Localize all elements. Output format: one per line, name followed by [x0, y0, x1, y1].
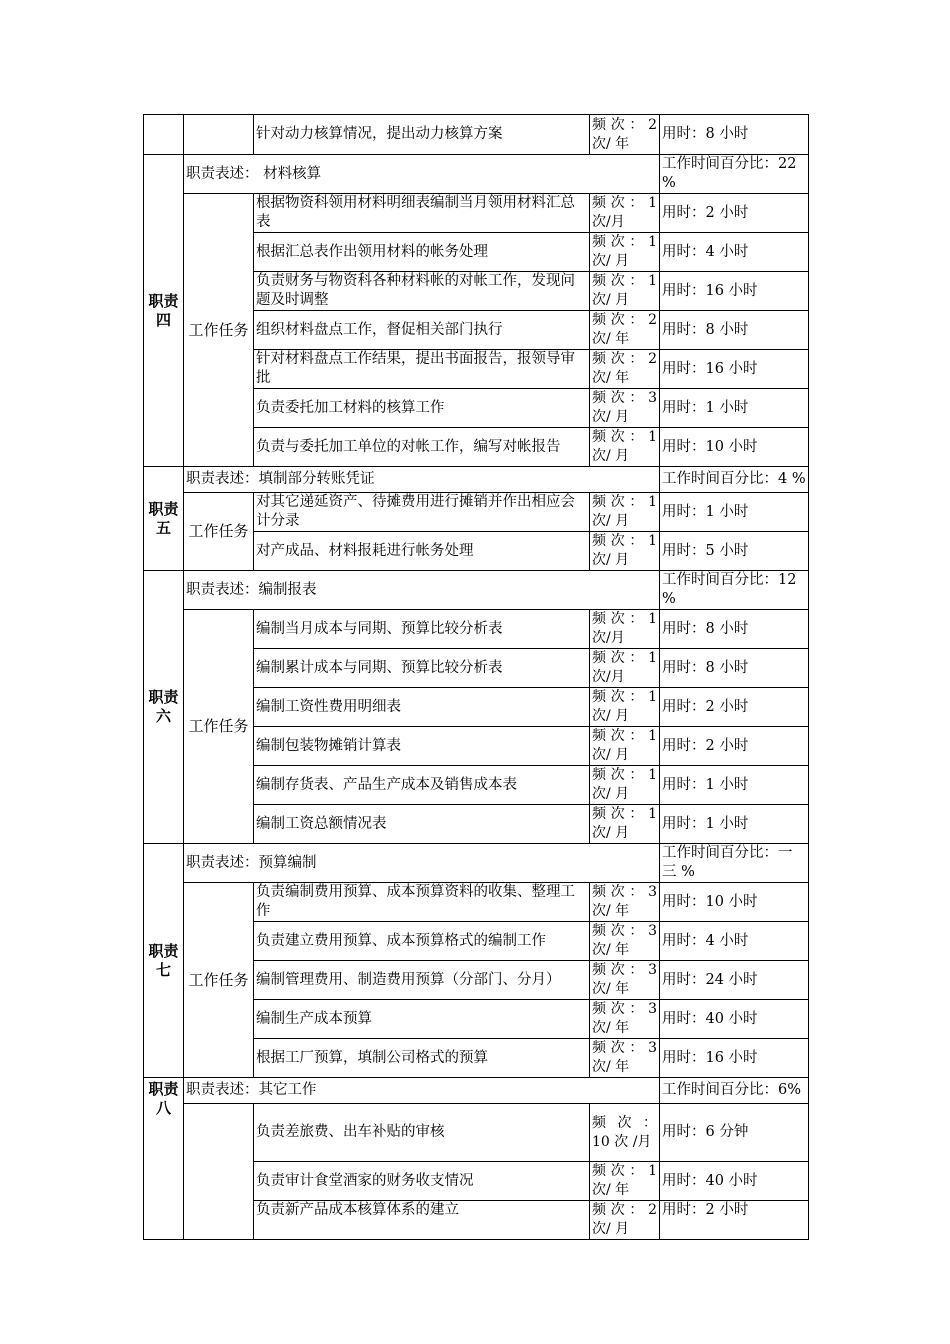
- time-cell: 用时：8 小时: [660, 311, 809, 350]
- frequency-cell: 频次：1次/ 年: [590, 1162, 660, 1201]
- frequency-cell: 频 次 ：10 次 /月: [590, 1104, 660, 1162]
- duty-header-row: [144, 155, 809, 194]
- task-cell: 负责新产品成本核算体系的建立: [254, 1201, 590, 1240]
- task-cell: 组织材料盘点工作，督促相关部门执行: [254, 311, 590, 350]
- frequency-cell: 频次：3次/ 年: [590, 883, 660, 922]
- time-cell: 用时：16 小时: [660, 1039, 809, 1078]
- table-row: [144, 1104, 809, 1162]
- task-cell: 对产成品、材料报耗进行帐务处理: [254, 532, 590, 571]
- time-cell: 用时：16 小时: [660, 272, 809, 311]
- time-cell: 用时：2 小时: [660, 1201, 809, 1240]
- task-cell: 负责建立费用预算、成本预算格式的编制工作: [254, 922, 590, 961]
- task-cell: 根据物资科领用材料明细表编制当月领用材料汇总表: [254, 194, 590, 233]
- frequency-cell: 频次：3次/ 年: [590, 922, 660, 961]
- task-cell: 编制包装物摊销计算表: [254, 727, 590, 766]
- time-cell: 用时：8 小时: [660, 649, 809, 688]
- work-time-percent: 工作时间百分比：一三 %: [660, 844, 809, 883]
- task-cell: 对其它递延资产、待摊费用进行摊销并作出相应会计分录: [254, 493, 590, 532]
- duty-description: 职责表述：编制报表: [184, 571, 660, 610]
- duty-name: 职责七: [144, 844, 184, 1078]
- frequency-cell: 频次：1次/ 月: [590, 688, 660, 727]
- duty-header-row: [144, 1078, 809, 1104]
- task-cell: 编制管理费用、制造费用预算（分部门、分月）: [254, 961, 590, 1000]
- duty-name: 职责五: [144, 467, 184, 571]
- frequency-cell: 频次：1次/月: [590, 649, 660, 688]
- frequency-cell: 频次：1次/ 月: [590, 727, 660, 766]
- time-cell: 用时：5 小时: [660, 532, 809, 571]
- time-cell: 用时：40 小时: [660, 1000, 809, 1039]
- task-cell: 编制工资性费用明细表: [254, 688, 590, 727]
- work-time-percent: 工作时间百分比：12 %: [660, 571, 809, 610]
- duty-description: 职责表述： 材料核算: [184, 155, 660, 194]
- time-cell: 用时：1 小时: [660, 766, 809, 805]
- duty-description: 职责表述：预算编制: [184, 844, 660, 883]
- time-cell: 用时：16 小时: [660, 350, 809, 389]
- frequency-cell: 频次：2次/ 年: [590, 115, 660, 155]
- duty-header-row: [144, 571, 809, 610]
- time-cell: 用时：2 小时: [660, 194, 809, 233]
- category-cell: [184, 1104, 254, 1240]
- duty-cell-empty: [144, 115, 184, 155]
- task-cell: 负责编制费用预算、成本预算资料的收集、整理工作: [254, 883, 590, 922]
- category-cell: 工作任务: [184, 610, 254, 844]
- task-cell: 负责财务与物资科各种材料帐的对帐工作，发现问题及时调整: [254, 272, 590, 311]
- category-cell: 工作任务: [184, 493, 254, 571]
- task-cell: 负责委托加工材料的核算工作: [254, 389, 590, 428]
- frequency-cell: 频次：1次/月: [590, 610, 660, 649]
- frequency-cell: 频次：2次/ 年: [590, 311, 660, 350]
- time-cell: 用时：1 小时: [660, 805, 809, 844]
- frequency-cell: 频次：3次/ 月: [590, 389, 660, 428]
- frequency-cell: 频次：1次/ 月: [590, 233, 660, 272]
- duty-table: [143, 114, 809, 1240]
- duty-description: 职责表述：填制部分转账凭证: [184, 467, 660, 493]
- frequency-cell: 频次：1次/月: [590, 194, 660, 233]
- task-cell: 编制存货表、产品生产成本及销售成本表: [254, 766, 590, 805]
- time-cell: 用时：4 小时: [660, 922, 809, 961]
- time-cell: 用时：2 小时: [660, 727, 809, 766]
- frequency-cell: 频次：1次/ 月: [590, 272, 660, 311]
- frequency-cell: 频次：2次/ 年: [590, 350, 660, 389]
- time-cell: 用时：6 分钟: [660, 1104, 809, 1162]
- table-row: [144, 115, 809, 155]
- frequency-cell: 频次：1次/ 月: [590, 532, 660, 571]
- duty-name: 职责八: [144, 1078, 184, 1240]
- time-cell: 用时：40 小时: [660, 1162, 809, 1201]
- duty-description: 职责表述：其它工作: [184, 1078, 660, 1104]
- frequency-cell: 频次：1次/ 月: [590, 805, 660, 844]
- task-cell: 针对动力核算情况，提出动力核算方案: [254, 115, 590, 155]
- task-cell: 编制工资总额情况表: [254, 805, 590, 844]
- category-cell: 工作任务: [184, 194, 254, 467]
- frequency-cell: 频次：2次/ 月: [590, 1201, 660, 1240]
- frequency-cell: 频次：1次/ 月: [590, 493, 660, 532]
- frequency-cell: 频次：1次/ 月: [590, 428, 660, 467]
- task-cell: 根据汇总表作出领用材料的帐务处理: [254, 233, 590, 272]
- category-cell: 工作任务: [184, 883, 254, 1078]
- duty-name: 职责六: [144, 571, 184, 844]
- task-cell: 负责与委托加工单位的对帐工作，编写对帐报告: [254, 428, 590, 467]
- time-cell: 用时：4 小时: [660, 233, 809, 272]
- task-cell: 编制当月成本与同期、预算比较分析表: [254, 610, 590, 649]
- frequency-cell: 频次：1次/ 月: [590, 766, 660, 805]
- task-cell: 负责差旅费、出车补贴的审核: [254, 1104, 590, 1162]
- task-cell: 编制累计成本与同期、预算比较分析表: [254, 649, 590, 688]
- duty-name: 职责四: [144, 155, 184, 467]
- time-cell: 用时：8 小时: [660, 115, 809, 155]
- duty-header-row: [144, 844, 809, 883]
- time-cell: 用时：1 小时: [660, 493, 809, 532]
- work-time-percent: 工作时间百分比：6%: [660, 1078, 809, 1104]
- category-cell-empty: [184, 115, 254, 155]
- table-row: [144, 194, 809, 233]
- task-cell: 编制生产成本预算: [254, 1000, 590, 1039]
- time-cell: 用时：24 小时: [660, 961, 809, 1000]
- table-row: [144, 883, 809, 922]
- time-cell: 用时：1 小时: [660, 389, 809, 428]
- frequency-cell: 频次：3次/ 年: [590, 1000, 660, 1039]
- work-time-percent: 工作时间百分比：22 %: [660, 155, 809, 194]
- time-cell: 用时：2 小时: [660, 688, 809, 727]
- time-cell: 用时：10 小时: [660, 883, 809, 922]
- task-cell: 根据工厂预算，填制公司格式的预算: [254, 1039, 590, 1078]
- task-cell: 负责审计食堂酒家的财务收支情况: [254, 1162, 590, 1201]
- duty-header-row: [144, 467, 809, 493]
- frequency-cell: 频次：3次/ 年: [590, 1039, 660, 1078]
- time-cell: 用时：8 小时: [660, 610, 809, 649]
- task-cell: 针对材料盘点工作结果，提出书面报告，报领导审批: [254, 350, 590, 389]
- table-row: [144, 493, 809, 532]
- work-time-percent: 工作时间百分比：4 %: [660, 467, 809, 493]
- frequency-cell: 频次：3次/ 年: [590, 961, 660, 1000]
- time-cell: 用时：10 小时: [660, 428, 809, 467]
- table-row: [144, 610, 809, 649]
